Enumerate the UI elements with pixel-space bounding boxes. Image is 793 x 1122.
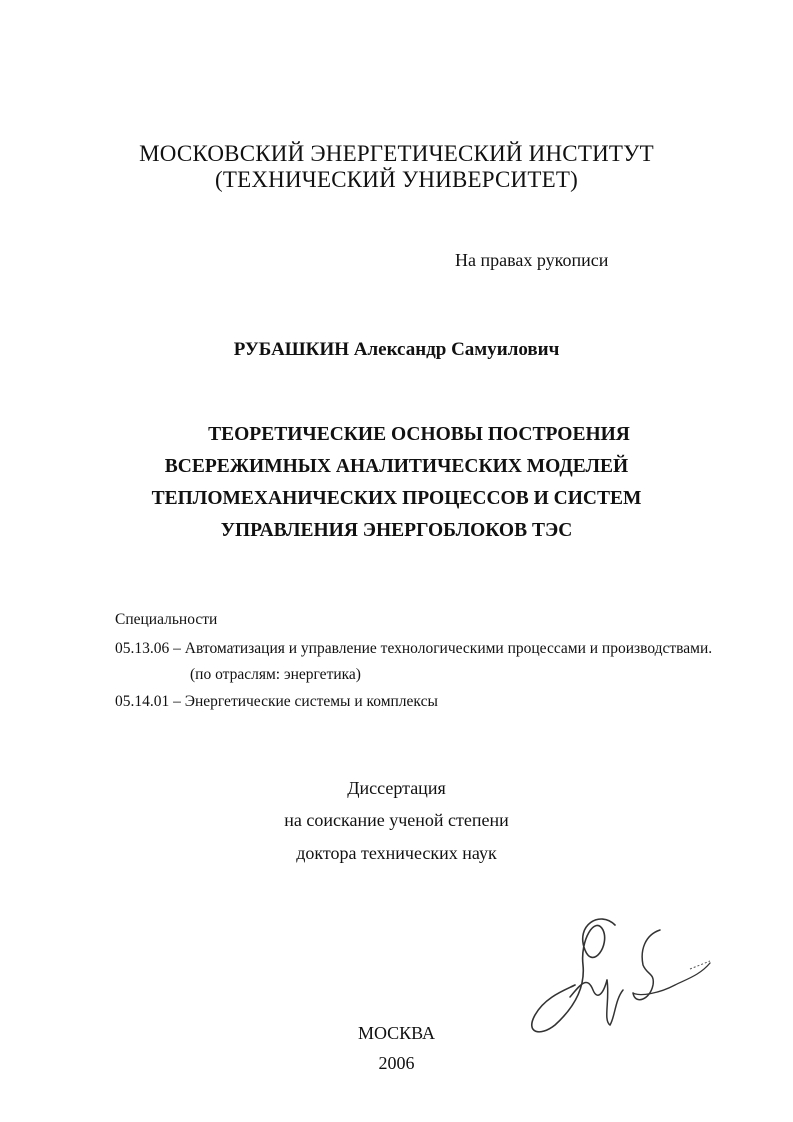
author-given-names: Александр Самуилович — [353, 339, 560, 360]
degree-type: Диссертация — [347, 778, 446, 798]
degree-line: на соискание ученой степени — [284, 810, 509, 830]
institution-name: МОСКОВСКИЙ ЭНЕРГЕТИЧЕСКИЙ ИНСТИТУТ — [139, 141, 654, 166]
city: МОСКВА — [357, 1023, 436, 1043]
thesis-title-line-2: ВСЕРЕЖИМНЫХ АНАЛИТИЧЕСКИХ МОДЕЛЕЙ — [164, 456, 629, 477]
specialty-item: 05.13.06 – Автоматизация и управление технологическими процессами и производствами. — [115, 640, 713, 657]
thesis-title-line-1: ТЕОРЕТИЧЕСКИЕ ОСНОВЫ ПОСТРОЕНИЯ — [208, 424, 630, 445]
thesis-title-line-4: УПРАВЛЕНИЯ ЭНЕРГОБЛОКОВ ТЭС — [220, 520, 573, 541]
year: 2006 — [378, 1053, 415, 1073]
manuscript-note: На правах рукописи — [455, 250, 609, 270]
thesis-title-line-3: ТЕПЛОМЕХАНИЧЕСКИХ ПРОЦЕССОВ И СИСТЕМ — [151, 488, 642, 509]
author-name — [0, 339, 793, 361]
specialty-item: 05.14.01 – Энергетические системы и комплексы — [115, 693, 438, 710]
specialties-heading: Специальности — [115, 611, 218, 628]
degree-level: доктора технических наук — [296, 843, 497, 863]
institution-subtitle: (ТЕХНИЧЕСКИЙ УНИВЕРСИТЕТ) — [215, 167, 578, 192]
author-surname: РУБАШКИН — [233, 339, 349, 360]
specialty-item-note: (по отраслям: энергетика) — [190, 666, 361, 683]
